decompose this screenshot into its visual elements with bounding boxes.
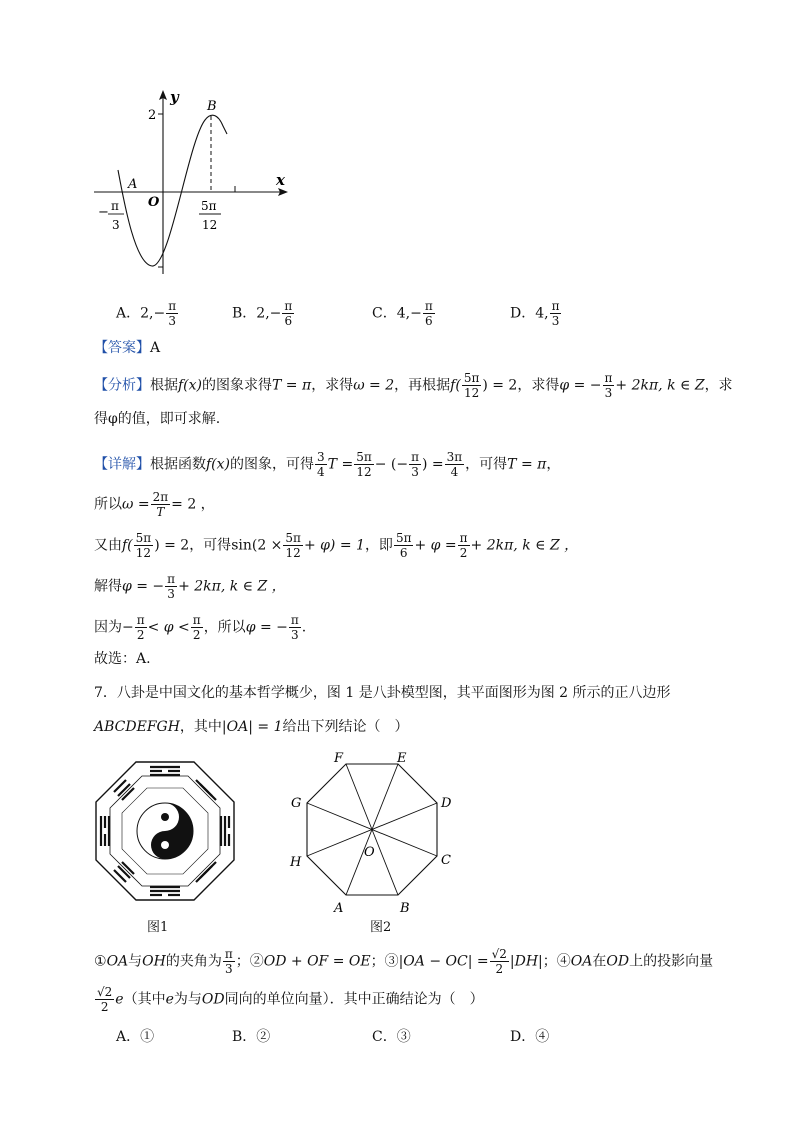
neg-sign: − <box>98 205 109 220</box>
neg-three: 3 <box>112 218 120 232</box>
center-o: O <box>364 845 375 860</box>
x-axis-label: x <box>276 171 285 189</box>
octagon-figure <box>282 752 462 918</box>
q7-stem-line-2: ABCDEFGH，其中|OA| = 1给出下列结论（ ） <box>94 719 409 735</box>
q6-option-a[interactable]: A．2,− $\frac{\pi}{3}$ <box>116 299 177 328</box>
y-axis-label: y <box>170 88 179 106</box>
vertex-a: A <box>334 901 344 916</box>
detail-line-2: 所以ω = $\frac{2\pi}{T}$ = 2 ， <box>94 490 215 519</box>
neg-pi: π <box>111 199 119 213</box>
q6-option-d[interactable]: D．4, $\frac{\pi}{3}$ <box>510 299 560 328</box>
point-b-label: B <box>207 99 217 114</box>
q6-option-c[interactable]: C．4,− $\frac{\pi}{6}$ <box>372 299 433 328</box>
sine-graph <box>90 82 300 282</box>
detail-line-4: 解得φ = − $\frac{\pi}{3}$ + 2kπ, k ∈ Z ， <box>94 572 286 601</box>
vertex-c: C <box>441 853 451 868</box>
figure-2-caption: 图2 <box>370 920 392 935</box>
vertex-h: H <box>290 855 302 870</box>
q7-statements: ①OA与OH的夹角为 $\frac{\pi}{3}$ ；②OD + OF = OE；③|OA − OC| = $\frac{√2}{2}$ |DH|；④OA在OD上的投影向量 <box>94 947 714 976</box>
twelve: 12 <box>202 218 218 232</box>
answer-line <box>94 341 160 355</box>
yin-yang-icon <box>137 803 193 859</box>
figure-1-caption: 图1 <box>147 920 169 935</box>
analysis-line-2: 得φ的值，即可求解. <box>94 411 221 427</box>
vertex-g: G <box>291 796 302 811</box>
q7-option-d[interactable]: D．④ <box>510 1029 550 1045</box>
detail-line-3: 又由f( $\frac{5\pi}{12}$ ) = 2，可得sin(2 × $\frac{5\pi}{12}$ + φ) = 1，即 $\frac{5\pi}{6}$ + φ = $\frac{\pi}{2}$ + 2kπ, k ∈ Z ， <box>94 531 579 560</box>
detail-conclusion: 故选：A. <box>94 651 151 667</box>
vertex-e: E <box>397 752 407 766</box>
five-pi: 5π <box>201 199 217 213</box>
q7-option-a[interactable]: A．① <box>116 1029 155 1045</box>
q7-option-c[interactable]: C．③ <box>372 1029 411 1045</box>
q6-option-b[interactable]: B．2,− $\frac{\pi}{6}$ <box>232 299 293 328</box>
q7-stem-line-1: 7．八卦是中国文化的基本哲学概少，图 1 是八卦模型图，其平面图形为图 2 所示的正八边形 <box>94 685 671 701</box>
bagua-figure <box>94 760 236 902</box>
q7-statement-4-cont: $\frac{√2}{2}$ e（其中e为与OD同向的单位向量）．其中正确结论为（ ） <box>97 985 484 1014</box>
vertex-f: F <box>334 752 344 766</box>
detail-line-5: 因为− $\frac{\pi}{2}$ < φ < $\frac{\pi}{2}$ ，所以φ = − $\frac{\pi}{3}$ . <box>94 613 307 642</box>
detail-line-1: 【详解】根据函数f(x)的图象，可得 $\frac{3}{4}$ T = $\frac{5\pi}{12}$ − (− $\frac{\pi}{3}$ ) = $\frac{3\pi}{4}$ ，可得T = π， <box>94 450 561 479</box>
vertex-b: B <box>400 901 410 916</box>
analysis-line-1: 【分析】根据f(x)的图象求得T = π，求得ω = 2，再根据f( $\frac{5\pi}{12}$ ) = 2，求得φ = − $\frac{\pi}{3}$ + 2kπ, k ∈ Z，求 <box>94 371 733 400</box>
origin-label: O <box>148 195 160 210</box>
point-a-label: A <box>128 177 138 192</box>
q7-option-b[interactable]: B．② <box>232 1029 271 1045</box>
tick-2-label: 2 <box>148 108 157 123</box>
answer-tag: 【答案】 <box>94 340 150 356</box>
answer-value: A <box>150 340 161 356</box>
vertex-d: D <box>441 796 452 811</box>
